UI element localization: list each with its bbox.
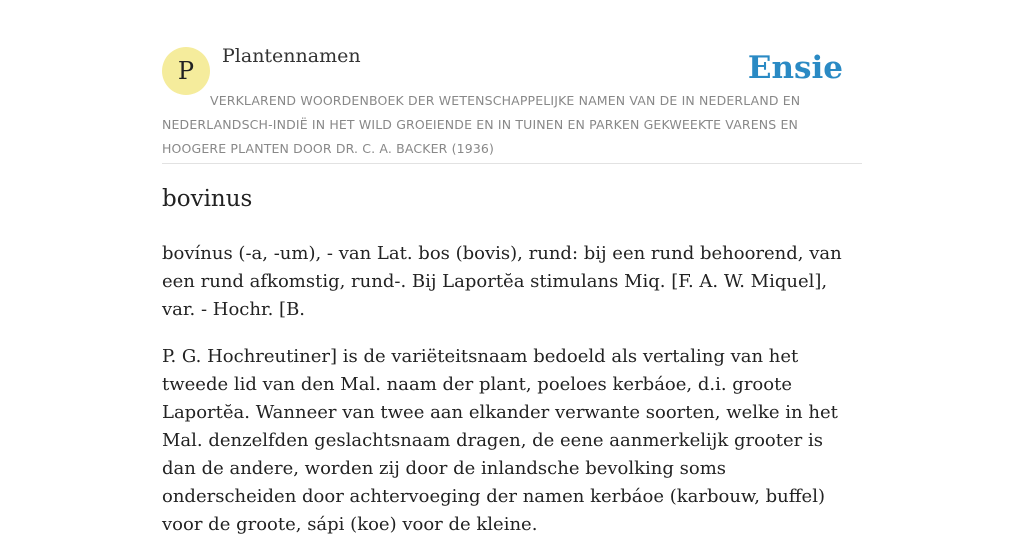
entry-paragraph-1: bovínus (-a, -um), - van Lat. bos (bovis), rund: bij een rund behoorend, van een rund afkomstig, rund-. Bij Laportĕa stimulans Miq. [F. A. W. Miquel], var. - Hochr. [B. [162, 243, 842, 320]
book-title-link[interactable]: Plantennamen [222, 45, 361, 67]
header-divider [162, 163, 862, 164]
entry-title: bovinus [162, 186, 253, 212]
entry-paragraph-2: P. G. Hochreutiner] is de variëteitsnaam bedoeld als vertaling van het tweede lid van den Mal. naam der plant, poeloes kerbáoe, d.i. groote Laportĕa. Wanneer van twee aan elkander verwante soorten, welke in het Mal. denzelfden geslachtsnaam dragen, de eene aanmerkelijk grooter is dan de andere, worden zij door de inlandsche bevolking soms onderscheiden door achtervoeging der namen kerbáoe (karbouw, buffel) voor de groote, sápi (koe) voor de kleine. [162, 346, 838, 535]
avatar-letter: P [177, 57, 195, 85]
ensie-logo[interactable]: Ensie [747, 50, 843, 86]
book-avatar[interactable] [162, 47, 210, 95]
book-subtitle: VERKLAREND WOORDENBOEK DER WETENSCHAPPELIJKE NAMEN VAN DE IN NEDERLAND EN NEDERLANDSCH-INDIË IN HET WILD GROEIENDE EN IN TUINEN EN PARKEN GEKWEEKTE VARENS EN HOOGERE PLANTEN DOOR DR. C. A. BACKER (1936) [162, 93, 801, 156]
